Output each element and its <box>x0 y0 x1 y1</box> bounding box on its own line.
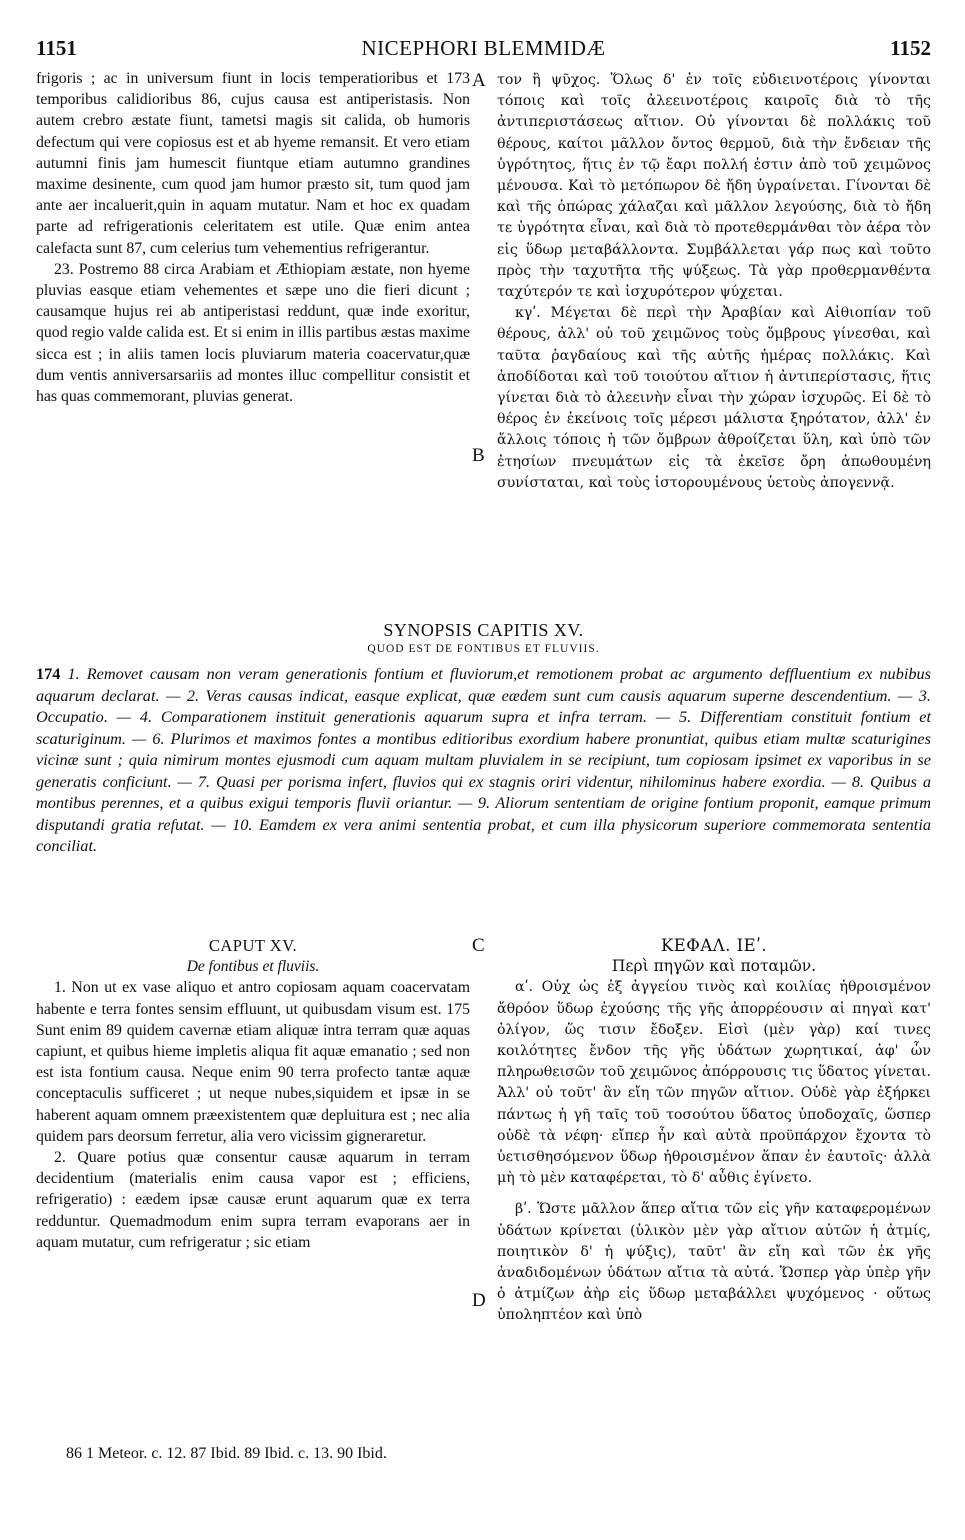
margin-letter-b: B <box>472 445 485 466</box>
chapter-subtitle-latin: De fontibus et fluviis. <box>186 958 320 976</box>
running-title: NICEPHORI BLEMMIDÆ <box>361 36 606 60</box>
footnotes: 86 1 Meteor. c. 12. 87 Ibid. 89 Ibid. c. 13. 90 Ibid. <box>66 1445 387 1462</box>
latin-paragraph: 23. Postremo 88 circa Arabiam et Æthiopiam æstate, non hyeme pluvias easque etiam vehementes et sæpe uno die fieri dicunt ; causamque hujus rei ab antiperistasi reddunt, quæ inde exoritur, quod regio valde calida est. Et si enim in illis partibus æstas maxime sicca est ; in aliis tamen locis pluviarum materia coacervatur,quæ dum ventis anniversarsariis ad montes illuc compellitur consistit et has quas commemorant, pluvias generat. <box>36 260 470 406</box>
latin-paragraph: frigoris ; ac in universum fiunt in locis temperatioribus et 173 temporibus calidioribus 86, cujus causa est antiperistasis. Non autem crebro æstate fiunt, tametsi magis sit calida, ob humoris defectum qui vere copiosus est et ab hyeme remansit. Et vero etiam autumni finis jam humescit fiuntque etiam autumno grandines maxime desinente, cum quod jam humor præsto sit, tum quod jam ante aer incaluerit,quin in aquam mutatur. Nam et hoc ex quadam parte ad refrigerationis celeritatem est utile. Quæ enim antea calefacta sunt 87, cum celerius tum vehementius refrigerantur. <box>36 70 470 257</box>
synopsis-title: SYNOPSIS CAPITIS XV. <box>383 620 584 640</box>
margin-letter-c: C <box>472 935 485 956</box>
latin-paragraph: 2. Quare potius quæ consentur causæ aquarum in terram decidentium (materialis enim causa vapor est ; efficiens, refrigeratio) : eædem ipsæ causæ erunt aquarum quæ ex terra redduntur. Quemadmodum enim supra terram evaporans aer in aquam mutatur, cum refrigeratur ; sic etiam <box>36 1149 470 1251</box>
greek-chapter-column <box>497 935 931 1327</box>
running-header <box>36 36 931 66</box>
page-number-right: 1152 <box>890 36 931 60</box>
latin-column-top <box>36 68 470 588</box>
synopsis-subtitle: QUOD EST DE FONTIBUS ET FLUVIIS. <box>367 643 600 655</box>
synopsis-lead-number: 174 <box>36 664 61 683</box>
chapter-title-greek: ΚΕΦΑΛ. ΙΕʹ. <box>660 936 768 955</box>
greek-paragraph: αʹ. Οὐχ ὡς ἐξ ἀγγείου τινὸς καὶ κοιλίας ἠθροισμένον ἄθρόον ὕδωρ ἐχούσης τῆς γῆς ἀπορρέουσιν αἱ πηγαὶ κατ' ὀλίγον, ὥς τισιν ἔδοξεν. Εἰσὶ (μὲν γὰρ) καί τινες κοιλότητες ἔνδον τῆς γῆς ὑδάτων χωρητικαί, ἀφ' ὧν πληρωθεισῶν τοῦ χειμῶνος ἀπόρρουσις τις ὕδατος γίνεται. Ἀλλ' οὐ τοῦτ' ἂν εἴη τῶν πηγῶν αἴτιον. Οὐδὲ γὰρ ἐξήρκει πάντως ἡ γῆ ταῖς τοῦ τοσούτου ὕδατος ὑποδοχαῖς, ὥσπερ οὐδὲ τὰ νέφη· εἴπερ ἦν καὶ αὐτὰ προϋπάρχον ἔχοντα τὸ ὑετισθησόμενον ὕδωρ ἠθροισμένον ἅπαν ἐν ἑαυτοῖς· ἀλλὰ μὴ τὸ μὲν καταφέρεται, τὸ δ' αὖθις ἐγίνετο. <box>497 979 931 1187</box>
chapter-title-latin: CAPUT XV. <box>208 936 298 955</box>
latin-paragraph: 1. Non ut ex vase aliquo et antro copiosam aquam coacervatam habente e terra fontes sensim effluunt, ut quibusdam visum est. 175 Sunt enim 89 quidem cavernæ etiam aliquæ intra terram quæ aquas capiunt, et quibus hieme impletis aliqua fit aquæ emanatio ; sed non est ista fontium causa. Neque enim 90 terra profecto tantæ aquæ conceptaculis sufficeret ; ut neque nubes,siquidem et ipsæ in se haberent aquam omnem præexistentem quæ depluitura est ; nec alia quidem pars deorsum ferretur, alia vero vicissim gigneraretur. <box>36 979 470 1145</box>
margin-letter-d: D <box>472 1290 486 1311</box>
margin-letter-a: A <box>472 70 486 91</box>
synopsis-text <box>36 663 931 857</box>
greek-paragraph: κγʹ. Μέγεται δὲ περὶ τὴν Ἀραβίαν καὶ Αἰθιοπίαν τοῦ θέρους, ἀλλ' οὐ τοῦ χειμῶνος τοὺς ὄμβρους γίνεσθαι, καὶ ταῦτα ῥαγδαίους καὶ τῆς αὐτῆς ἡμέρας πολλάκις. Καὶ ἀποδίδοται καὶ τοῦ τοιούτου αἴτιον ἡ ἀντιπερίστασις, ἥτις γίνεται διὰ τὸ ἀλεεινὴν εἶναι τὴν χώραν ἰσχυρῶς. Εἰ δὲ τὸ θέρος ἐν ἐκείνοις τοῖς μέρεσι μάλιστα ξηρότατον, ἀλλ' ἐν ἄλλοις τόποις ἡ τῶν ὄμβρων ἀθροίζεται ὕλη, καὶ ὑπὸ τῶν ἐτησίων πνευμάτων εἰς τὰ ἐκεῖσε ὄρη ἀπωθουμένη συνίσταται, καὶ τοὺς ἱστορουμένους ὑετοὺς ἀπογεννᾷ. <box>497 305 931 491</box>
greek-column-top <box>497 70 931 590</box>
greek-paragraph: τον ἢ ψῦχος. Ὅλως δ' ἐν τοῖς εὐδιεινοτέροις γίνονται τόποις καὶ τοῖς ἀλεεινοτέροις καιροῖς διὰ τὸ τῆς ἀντιπεριστάσεως αἴτιον. Οὐ γίνονται δὲ πολλάκις τοῦ θέρους, καίτοι μᾶλλον ὄντος θερμοῦ, διὰ τὴν ἔνδειαν τῆς ὑγρότητος, ἥτις ἐν τῷ ἔαρι πολλή ἐστιν ἀπὸ τοῦ χειμῶνος μένουσα. Καὶ τὸ μετόπωρον δὲ ἤδη ὑγραίνεται. Γίνονται δὲ καὶ τῆς ὀπώρας χάλαζαι καὶ μᾶλλον λεγούσης, διὰ τὸ ἤδη τε ὑγρότητα εἶναι, καὶ διὰ τὸ προτεθερμάνθαι τὸν ἀέρα τὸν εἰς ὕδωρ μεταβάλλοντα. Συμβάλλεται γάρ πως καὶ τοῦτο πρὸς τὴν ταχυτῆτα τῆς ψύξεως. Τὰ γὰρ προθερμανθέντα ταχύτερόν τε καὶ ἰσχυρότερον ψύχεται. <box>497 72 931 301</box>
latin-chapter-column <box>36 935 470 1253</box>
synopsis-block <box>36 620 931 857</box>
chapter-subtitle-greek: Περὶ πηγῶν καὶ ποταμῶν. <box>611 957 817 976</box>
synopsis-body: 1. Removet causam non veram generationis fontium et fluviorum,et remotionem probat ac argumento deffluentium ex nubibus aquarum declarat. — 2. Veras causas indicat, easque explicat, quæ eædem sunt cum causis aquarum superne descendentium. — 3. Occupatio. — 4. Comparationem instituit generationis aquarum supra et infra terram. — 5. Differentiam constituit fontium et scaturiginum. — 6. Plurimos et maximos fontes a montibus editioribus exordium habere pronuntiat, quibus etiam multæ scaturigines vicinæ sunt ; quia nimirum montes ejusmodi cum aquam multam pluvialem in se recipiunt, tum copiosam ipsimet ex vaporibus in se generatis conficiunt. — 7. Quasi per porisma infert, fluvios qui ex stagnis oriri videntur, nihilominus habere exordia. — 8. Quibus a montibus perennes, et a quibus exigui temporis fluvii oriantur. — 9. Aliorum sententiam de origine fontium proponit, eamque primum disputandi gratia refutat. — 10. Eamdem ex vera animi sententia probat, et cum illa physicorum superiore commemorata sententia conciliat. <box>36 664 931 855</box>
page-number-left: 1151 <box>36 36 77 60</box>
greek-paragraph: βʹ. Ὥστε μᾶλλον ἅπερ αἴτια τῶν εἰς γῆν καταφερομένων ὑδάτων κρίνεται (ὑλικὸν μὲν γὰρ αἴτιον αὐτῶν ἡ ἀτμίς, ποιητικὸν δ' ἡ ψύξις), ταῦτ' ἂν εἴη καὶ τῶν ἐκ γῆς ἀναδιδομένων ὑδάτων αἴτια τὰ αὐτά. Ὥσπερ γὰρ ὑπὲρ γῆν ὁ ἀτμίζων ἀὴρ εἰς ὕδωρ μεταβάλλει ψυχόμενος · οὕτως ὑποληπτέον καὶ ὑπὸ <box>497 1201 931 1324</box>
